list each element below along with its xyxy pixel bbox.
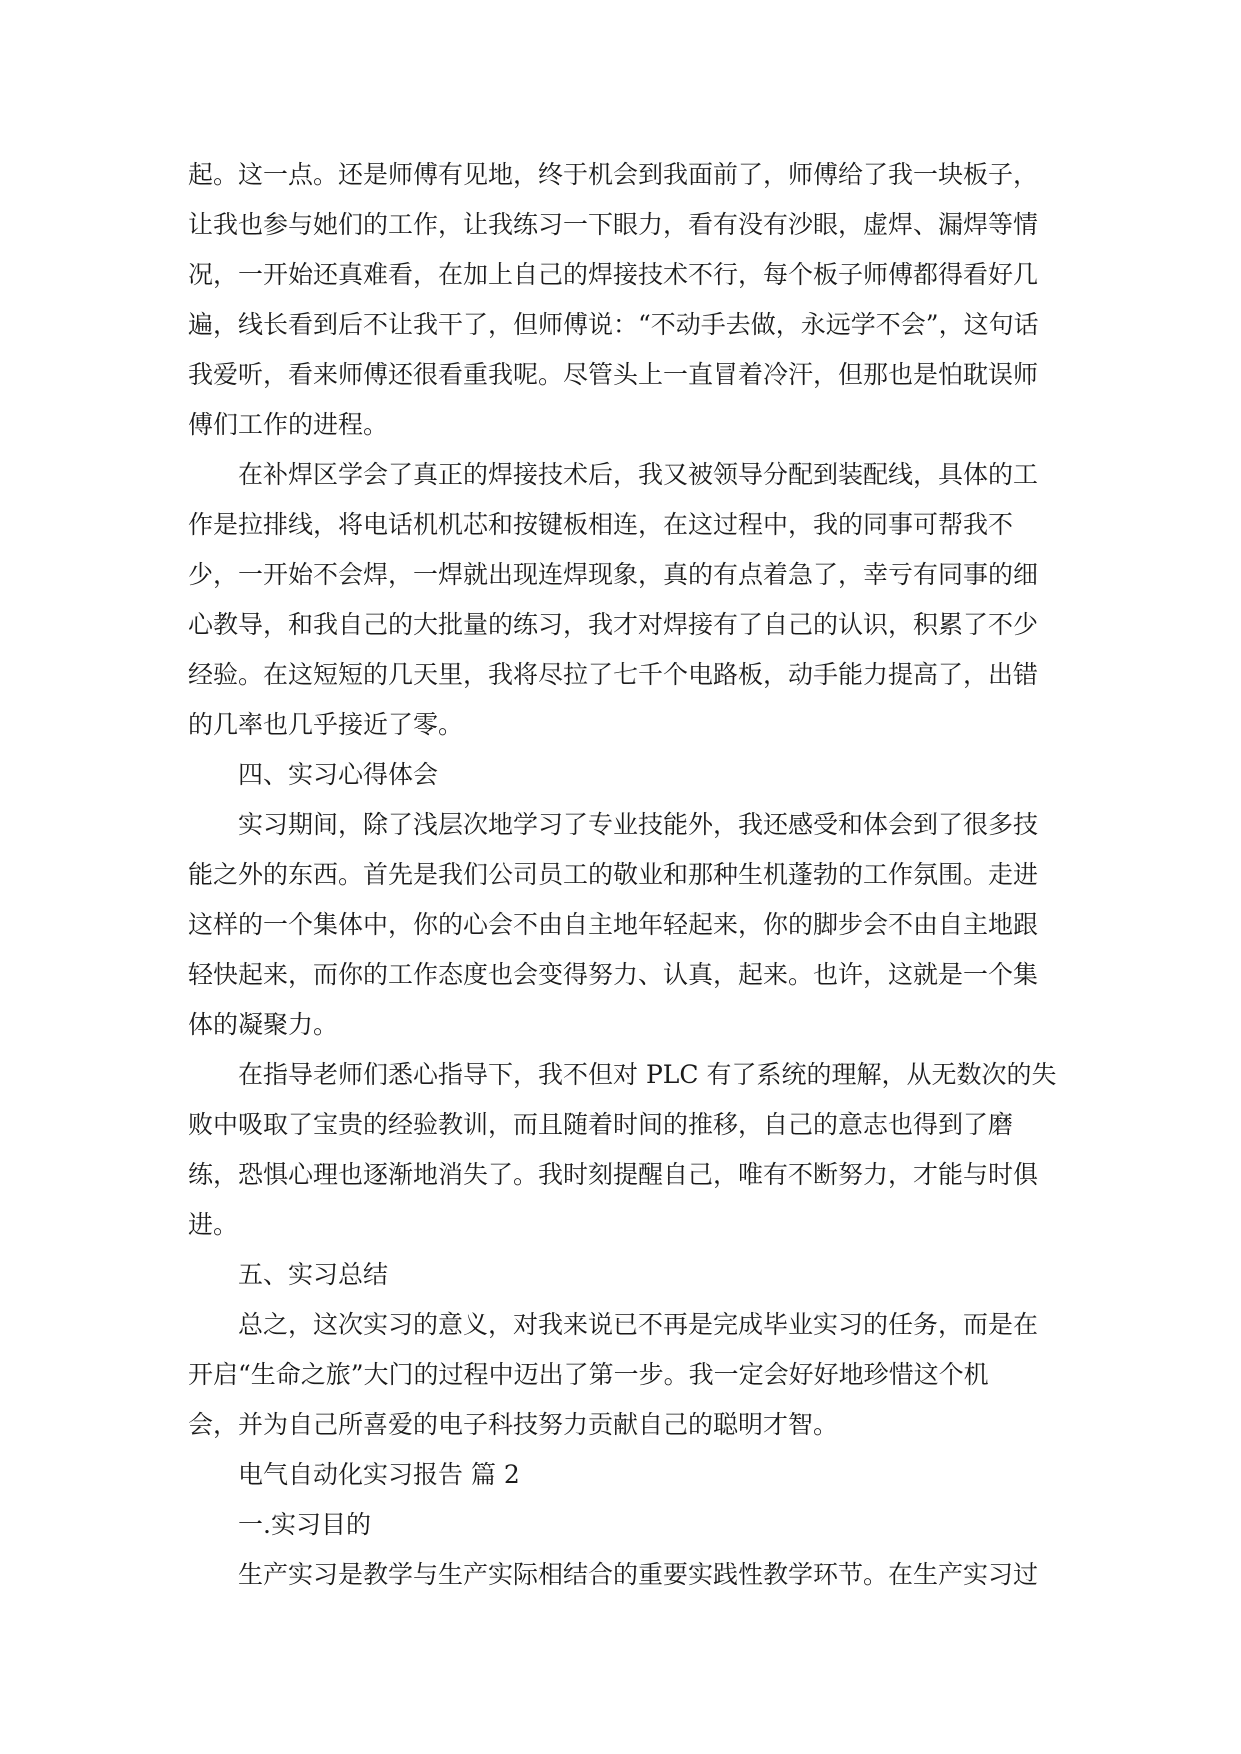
text-line: 这样的一个集体中，你的心会不由自主地年轻起来，你的脚步会不由自主地跟 — [188, 910, 1039, 939]
text-line: 让我也参与她们的工作，让我练习一下眼力，看有没有沙眼，虚焊、漏焊等情 — [188, 210, 1039, 239]
text-line: 轻快起来，而你的工作态度也会变得努力、认真，起来。也许，这就是一个集 — [188, 960, 1039, 989]
text-line: 少，一开始不会焊，一焊就出现连焊现象，真的有点着急了，幸亏有同事的细 — [188, 560, 1039, 589]
text-line: 开启“生命之旅”大门的过程中迈出了第一步。我一定会好好地珍惜这个机 — [188, 1360, 989, 1389]
text-line: 会，并为自己所喜爱的电子科技努力贡献自己的聪明才智。 — [188, 1410, 839, 1439]
text-line: 能之外的东西。首先是我们公司员工的敬业和那种生机蓬勃的工作氛围。走进 — [188, 860, 1039, 889]
text-line: 我爱听，看来师傅还很看重我呢。尽管头上一直冒着冷汗，但那也是怕耽误师 — [188, 360, 1039, 389]
document-body — [188, 150, 1058, 1600]
text-line: 在补焊区学会了真正的焊接技术后，我又被领导分配到装配线，具体的工 — [238, 460, 1039, 489]
text-line: 况，一开始还真难看，在加上自己的焊接技术不行，每个板子师傅都得看好几 — [188, 260, 1039, 289]
text-line: 进。 — [188, 1210, 239, 1239]
section-heading: 五、实习总结 — [238, 1260, 389, 1289]
section-heading: 四、实习心得体会 — [238, 760, 439, 789]
section-heading: 一.实习目的 — [238, 1510, 371, 1539]
text-line: 练，恐惧心理也逐渐地消失了。我时刻提醒自己，唯有不断努力，才能与时俱 — [188, 1160, 1039, 1189]
text-line: 生产实习是教学与生产实际相结合的重要实践性教学环节。在生产实习过 — [238, 1560, 1039, 1589]
text-line: 作是拉排线，将电话机机芯和按键板相连，在这过程中，我的同事可帮我不 — [188, 510, 1014, 539]
text-line: 总之，这次实习的意义，对我来说已不再是完成毕业实习的任务，而是在 — [238, 1310, 1039, 1339]
text-line: 心教导，和我自己的大批量的练习，我才对焊接有了自己的认识，积累了不少 — [188, 610, 1039, 639]
text-line: 败中吸取了宝贵的经验教训，而且随着时间的推移，自己的意志也得到了磨 — [188, 1110, 1014, 1139]
text-line: 体的凝聚力。 — [188, 1010, 339, 1039]
text-line: 实习期间，除了浅层次地学习了专业技能外，我还感受和体会到了很多技 — [238, 810, 1039, 839]
text-line: 遍，线长看到后不让我干了，但师傅说：“不动手去做，永远学不会”，这句话 — [188, 310, 1039, 339]
text-line: 在指导老师们悉心指导下，我不但对 PLC 有了系统的理解，从无数次的失 — [238, 1060, 1057, 1089]
text-line: 经验。在这短短的几天里，我将尽拉了七千个电路板，动手能力提高了，出错 — [188, 660, 1039, 689]
report-title: 电气自动化实习报告 篇 2 — [238, 1460, 520, 1489]
text-line: 傅们工作的进程。 — [188, 410, 389, 439]
text-line: 的几率也几乎接近了零。 — [188, 710, 464, 739]
text-line: 起。这一点。还是师傅有见地，终于机会到我面前了，师傅给了我一块板子， — [188, 160, 1039, 189]
